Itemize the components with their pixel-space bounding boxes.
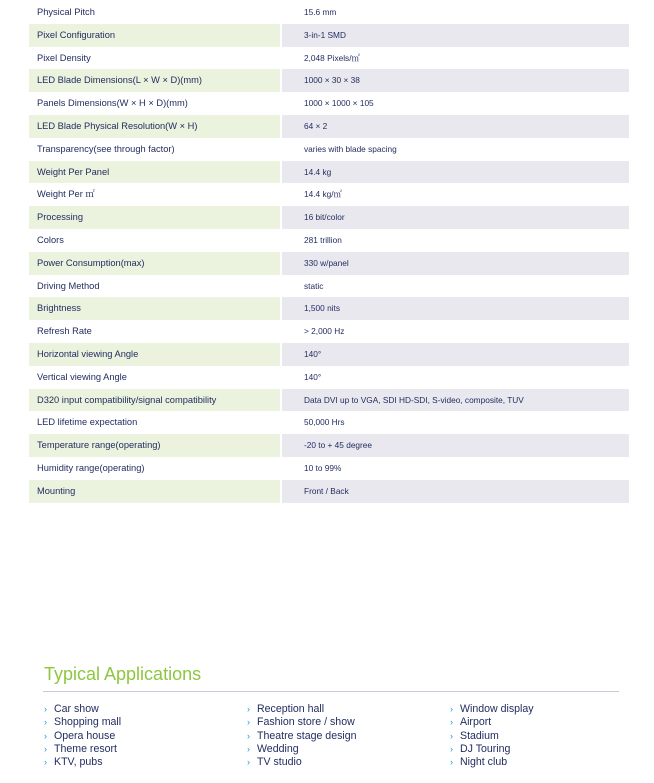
spec-row bbox=[29, 1, 629, 24]
chevron-right-icon: › bbox=[44, 730, 47, 741]
spec-value: 14.4 kg bbox=[282, 161, 629, 184]
spec-row bbox=[29, 229, 629, 252]
spec-label: LED Blade Physical Resolution(W × H) bbox=[29, 115, 280, 138]
spec-row bbox=[29, 47, 629, 70]
spec-row bbox=[29, 389, 629, 412]
chevron-right-icon: › bbox=[44, 704, 47, 714]
spec-value: 281 trillion bbox=[304, 234, 342, 245]
spec-value: 64 × 2 bbox=[282, 115, 629, 138]
spec-row bbox=[29, 161, 629, 184]
spec-row bbox=[29, 320, 629, 343]
spec-value: -20 to + 45 degree bbox=[282, 434, 629, 457]
spec-row bbox=[29, 275, 629, 298]
list-item: › KTV, pubs bbox=[44, 756, 103, 769]
list-item: › Car show bbox=[44, 703, 99, 715]
chevron-right-icon: › bbox=[247, 757, 250, 768]
list-item: › DJ Touring bbox=[450, 742, 511, 755]
spec-label: Vertical viewing Angle bbox=[37, 371, 127, 382]
chevron-right-icon: › bbox=[450, 717, 453, 728]
spec-value: 140° bbox=[282, 343, 629, 366]
spec-value: 330 w/panel bbox=[282, 252, 629, 275]
list-item: › Window display bbox=[450, 703, 534, 715]
list-item: › Shopping mall bbox=[44, 716, 122, 729]
spec-value: Data DVI up to VGA, SDI HD-SDI, S-video, composite, TUV bbox=[282, 389, 629, 412]
spec-value: 1000 × 1000 × 105 bbox=[304, 98, 374, 109]
spec-label: Weight Per Panel bbox=[29, 161, 280, 184]
spec-label: Pixel Density bbox=[37, 52, 91, 63]
chevron-right-icon: › bbox=[450, 704, 453, 714]
list-item: › Fashion store / show bbox=[247, 716, 355, 729]
applications-title: Typical Applications bbox=[44, 664, 202, 684]
spec-label: Refresh Rate bbox=[37, 326, 92, 337]
applications-column bbox=[247, 703, 357, 769]
spec-value: 10 to 99% bbox=[304, 462, 342, 473]
spec-row bbox=[29, 183, 629, 206]
spec-value: 16 bit/color bbox=[282, 206, 629, 229]
spec-value: 1000 × 30 × 38 bbox=[282, 69, 629, 92]
chevron-right-icon: › bbox=[450, 757, 453, 768]
spec-label: Processing bbox=[29, 206, 280, 229]
spec-label: Mounting bbox=[29, 480, 280, 503]
spec-row bbox=[29, 434, 629, 457]
spec-label: LED Blade Dimensions(L × W × D)(mm) bbox=[29, 69, 280, 92]
spec-row bbox=[29, 252, 629, 275]
spec-row bbox=[29, 411, 629, 434]
list-item: › Stadium bbox=[450, 729, 499, 742]
spec-label: Temperature range(operating) bbox=[29, 434, 280, 457]
spec-row bbox=[29, 480, 629, 503]
spec-label: Horizontal viewing Angle bbox=[29, 343, 280, 366]
spec-value: 15.6 mm bbox=[304, 7, 337, 17]
list-item: › Wedding bbox=[247, 742, 299, 755]
spec-value: 3-in-1 SMD bbox=[282, 24, 629, 47]
spec-label: Physical Pitch bbox=[37, 7, 95, 17]
spec-label: Pixel Configuration bbox=[29, 24, 280, 47]
spec-value: 50,000 Hrs bbox=[304, 417, 345, 428]
spec-label: Weight Per ㎡ bbox=[37, 189, 95, 200]
spec-table bbox=[29, 1, 629, 503]
spec-label: D320 input compatibility/signal compatibility bbox=[29, 389, 280, 412]
spec-value: > 2,000 Hz bbox=[304, 326, 345, 337]
spec-value: 14.4 kg/㎡ bbox=[304, 189, 342, 200]
list-item: › Theatre stage design bbox=[247, 729, 357, 742]
spec-row bbox=[29, 92, 629, 115]
spec-value: 2,048 Pixels/㎡ bbox=[304, 52, 360, 63]
spec-label: LED lifetime expectation bbox=[37, 417, 138, 428]
chevron-right-icon: › bbox=[247, 717, 250, 728]
list-item: › Night club bbox=[450, 756, 508, 769]
spec-row bbox=[29, 297, 629, 320]
spec-row bbox=[29, 206, 629, 229]
list-item: › Opera house bbox=[44, 729, 116, 742]
spec-value: Front / Back bbox=[282, 480, 629, 503]
list-item: › Airport bbox=[450, 716, 492, 729]
spec-row bbox=[29, 343, 629, 366]
chevron-right-icon: › bbox=[247, 704, 250, 714]
chevron-right-icon: › bbox=[450, 743, 453, 754]
spec-value: 1,500 nits bbox=[282, 297, 629, 320]
chevron-right-icon: › bbox=[44, 717, 47, 728]
spec-label: Colors bbox=[37, 234, 64, 245]
chevron-right-icon: › bbox=[450, 730, 453, 741]
spec-label: Humidity range(operating) bbox=[37, 462, 145, 473]
list-item: › TV studio bbox=[247, 756, 302, 769]
spec-row bbox=[29, 366, 629, 389]
spec-value: varies with blade spacing bbox=[304, 143, 397, 154]
spec-row bbox=[29, 115, 629, 138]
spec-row bbox=[29, 24, 629, 47]
applications-column bbox=[450, 703, 534, 769]
chevron-right-icon: › bbox=[44, 757, 47, 768]
spec-row bbox=[29, 69, 629, 92]
spec-value: static bbox=[304, 280, 324, 291]
spec-row bbox=[29, 457, 629, 480]
spec-value: 140° bbox=[304, 371, 322, 382]
chevron-right-icon: › bbox=[247, 743, 250, 754]
spec-label: Power Consumption(max) bbox=[29, 252, 280, 275]
list-item: › Reception hall bbox=[247, 703, 325, 715]
spec-row bbox=[29, 138, 629, 161]
list-item: › Theme resort bbox=[44, 742, 117, 755]
chevron-right-icon: › bbox=[247, 730, 250, 741]
spec-label: Brightness bbox=[29, 297, 280, 320]
chevron-right-icon: › bbox=[44, 743, 47, 754]
applications-column bbox=[44, 703, 121, 769]
spec-label: Panels Dimensions(W × H × D)(mm) bbox=[37, 98, 188, 109]
spec-label: Transparency(see through factor) bbox=[37, 143, 175, 154]
spec-label: Driving Method bbox=[37, 280, 100, 291]
section-divider bbox=[43, 691, 619, 692]
